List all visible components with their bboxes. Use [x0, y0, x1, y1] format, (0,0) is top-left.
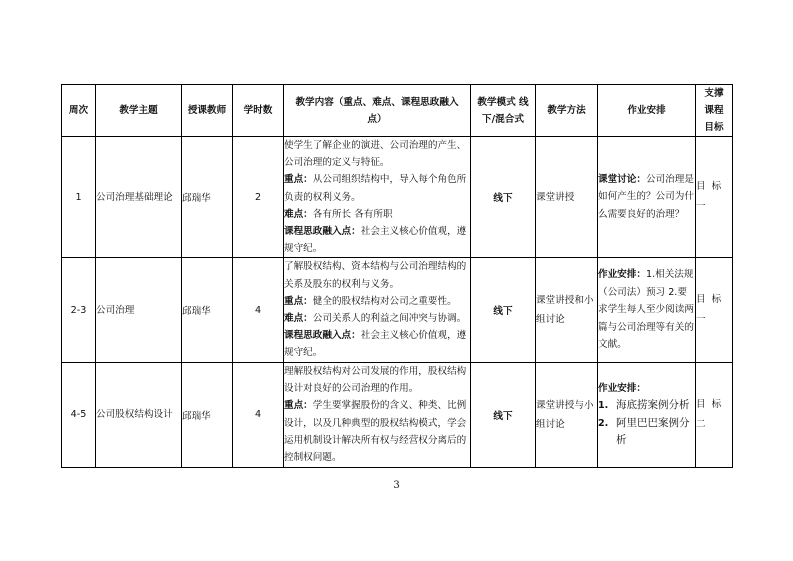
homework-item: [598, 415, 695, 450]
hours-cell: 4: [233, 258, 284, 362]
method-cell: 课堂讲授: [536, 137, 598, 258]
table-row: [62, 362, 733, 467]
content-intro: 使学生了解企业的演进、公司治理的产生、公司治理的定义与特征。: [284, 140, 467, 169]
mode-cell: 线下: [471, 362, 536, 467]
objective-cell: 目标一: [696, 258, 733, 362]
method-cell: 课堂讲授与小组讨论: [536, 362, 598, 467]
week-cell: 1: [62, 137, 96, 258]
ideology-label: 课程思政融入点：: [284, 330, 361, 342]
header-week: 周次: [62, 85, 96, 137]
page-number: 3: [393, 480, 400, 491]
key-text: 学生要掌握股份的含义、种类、比例设计，以及几种典型的股权结构模式，学会运用机制设计解决所有权与经营权分离后的控制权问题。: [284, 400, 467, 464]
homework-label: 作业安排：: [598, 382, 646, 394]
header-hours: 学时数: [233, 85, 284, 137]
homework-text: 1.相关法规（公司法）预习 2.要求学生每人至少阅读两篇与公司治理等有关的文献。: [598, 269, 694, 351]
header-teacher: 授课教师: [182, 85, 233, 137]
course-schedule-table: [61, 84, 733, 468]
homework-item-text: 阿里巴巴案例分析: [616, 416, 690, 447]
difficulty-text: 公司关系人的利益之间冲突与协调。: [312, 313, 467, 325]
header-method: 教学方法: [536, 85, 598, 137]
key-label: 重点：: [284, 400, 313, 412]
content-cell: [284, 362, 471, 467]
homework-text: 公司治理是如何产生的？公司为什么需要良好的治理？: [598, 173, 694, 220]
homework-cell: [598, 362, 696, 467]
difficulty-text: 各有所长 各有所职: [312, 208, 393, 220]
header-row: [62, 85, 733, 137]
ideology-text: 社会主义核心价值观，遵规守纪。: [284, 330, 467, 359]
content-intro: 理解股权结构对公司发展的作用，股权结构设计对良好的公司治理的作用。: [284, 366, 467, 395]
mode-cell: 线下: [471, 137, 536, 258]
homework-cell: [598, 137, 696, 258]
topic-cell: 公司治理: [96, 258, 182, 362]
table-row: [62, 258, 733, 362]
key-text: 从公司组织结构中，导入每个角色所负责的权利义务。: [284, 174, 467, 203]
header-mode: 教学模式 线下/混合式: [471, 85, 536, 137]
table-row: [62, 137, 733, 258]
homework-label: 作业安排：: [598, 269, 646, 281]
objective-cell: 目标二: [696, 362, 733, 467]
homework-item-number: 1.: [598, 400, 609, 412]
week-cell: 2-3: [62, 258, 96, 362]
homework-item-text: 海底捞案例分析: [616, 399, 690, 412]
objective-cell: 目标一: [696, 137, 733, 258]
teacher-cell: 邱瑞华: [182, 362, 233, 467]
homework-label: 课堂讨论：: [598, 173, 646, 185]
topic-cell: 公司治理基础理论: [96, 137, 182, 258]
header-homework: 作业安排: [598, 85, 696, 137]
ideology-text: 社会主义核心价值观，遵规守纪。: [284, 226, 467, 255]
key-text: 健全的股权结构对公司之重要性。: [312, 295, 457, 307]
content-cell: [284, 258, 471, 362]
teacher-cell: 邱瑞华: [182, 258, 233, 362]
content-intro: 了解股权结构、资本结构与公司治理结构的关系及股东的权利与义务。: [284, 261, 467, 290]
method-cell: 课堂讲授和小组讨论: [536, 258, 598, 362]
mode-cell: 线下: [471, 258, 536, 362]
difficulty-label: 难点：: [284, 313, 313, 325]
header-topic: 教学主题: [96, 85, 182, 137]
teacher-cell: 邱瑞华: [182, 137, 233, 258]
key-label: 重点：: [284, 174, 313, 186]
content-cell: [284, 137, 471, 258]
ideology-label: 课程思政融入点：: [284, 226, 361, 238]
header-objective: 支撑课程目标: [696, 85, 733, 137]
topic-cell: 公司股权结构设计: [96, 362, 182, 467]
difficulty-label: 难点：: [284, 208, 313, 220]
key-label: 重点：: [284, 295, 313, 307]
hours-cell: 4: [233, 362, 284, 467]
homework-item-number: 2.: [598, 417, 609, 429]
homework-item: [598, 397, 695, 415]
header-content: 教学内容（重点、难点、课程思政融入点）: [284, 85, 471, 137]
hours-cell: 2: [233, 137, 284, 258]
week-cell: 4-5: [62, 362, 96, 467]
homework-cell: [598, 258, 696, 362]
